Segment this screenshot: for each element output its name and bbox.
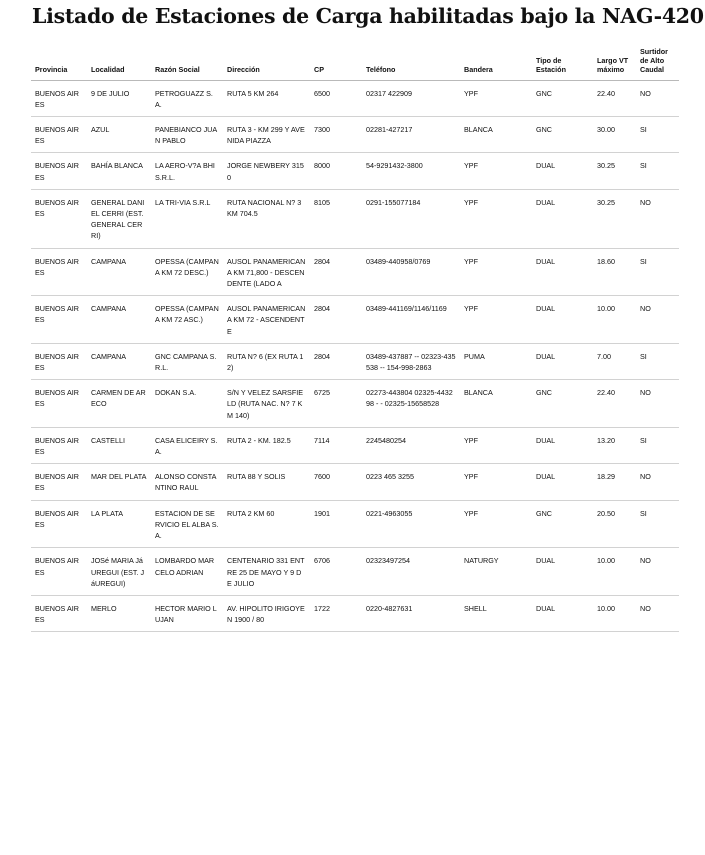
cell-surtidor: NO bbox=[636, 80, 679, 116]
cell-direccion: CENTENARIO 331 ENTRE 25 DE MAYO Y 9 DE JULIO bbox=[223, 548, 310, 596]
cell-provincia: BUENOS AIRES bbox=[31, 464, 87, 500]
cell-surtidor: NO bbox=[636, 595, 679, 631]
cell-razon-social: ALONSO CONSTANTINO RAUL bbox=[151, 464, 223, 500]
cell-razon-social: PANEBIANCO JUAN PABLO bbox=[151, 117, 223, 153]
cell-localidad: CASTELLI bbox=[87, 427, 151, 463]
cell-telefono: 0220-4827631 bbox=[362, 595, 460, 631]
cell-razon-social: OPESSA (CAMPANA KM 72 ASC.) bbox=[151, 296, 223, 344]
cell-largo-vt: 22.40 bbox=[593, 80, 636, 116]
cell-cp: 2804 bbox=[310, 296, 362, 344]
cell-tipo-estacion: DUAL bbox=[532, 189, 593, 248]
cell-bandera: YPF bbox=[460, 500, 532, 548]
cell-surtidor: SI bbox=[636, 248, 679, 296]
cell-telefono: 02281-427217 bbox=[362, 117, 460, 153]
cell-direccion: RUTA 5 KM 264 bbox=[223, 80, 310, 116]
cell-cp: 1722 bbox=[310, 595, 362, 631]
cell-direccion: S/N Y VELEZ SARSFIELD (RUTA NAC. N? 7 KM 140) bbox=[223, 380, 310, 428]
cell-razon-social: LA TRI-VIA S.R.L bbox=[151, 189, 223, 248]
cell-telefono: 54-9291432-3800 bbox=[362, 153, 460, 189]
cell-tipo-estacion: DUAL bbox=[532, 427, 593, 463]
cell-localidad: CARMEN DE ARECO bbox=[87, 380, 151, 428]
table-row bbox=[31, 153, 679, 189]
cell-largo-vt: 18.60 bbox=[593, 248, 636, 296]
header-razon-social: Razón Social bbox=[151, 47, 223, 80]
cell-direccion: RUTA NACIONAL N? 3 KM 704.5 bbox=[223, 189, 310, 248]
cell-largo-vt: 10.00 bbox=[593, 548, 636, 596]
table-row bbox=[31, 189, 679, 248]
cell-direccion: AUSOL PANAMERICANA KM 72 - ASCENDENTE bbox=[223, 296, 310, 344]
header-localidad: Localidad bbox=[87, 47, 151, 80]
table-row bbox=[31, 595, 679, 631]
cell-provincia: BUENOS AIRES bbox=[31, 80, 87, 116]
cell-surtidor: NO bbox=[636, 380, 679, 428]
cell-surtidor: SI bbox=[636, 153, 679, 189]
header-provincia: Provincia bbox=[31, 47, 87, 80]
cell-razon-social: PETROGUAZZ S.A. bbox=[151, 80, 223, 116]
cell-tipo-estacion: GNC bbox=[532, 80, 593, 116]
cell-tipo-estacion: GNC bbox=[532, 500, 593, 548]
cell-telefono: 0291-155077184 bbox=[362, 189, 460, 248]
header-largo-vt: Largo VT máximo bbox=[593, 47, 636, 80]
cell-localidad: CAMPANA bbox=[87, 343, 151, 379]
cell-direccion: RUTA 3 - KM 299 Y AVENIDA PIAZZA bbox=[223, 117, 310, 153]
cell-largo-vt: 30.25 bbox=[593, 153, 636, 189]
table-row bbox=[31, 548, 679, 596]
cell-bandera: BLANCA bbox=[460, 380, 532, 428]
table-row bbox=[31, 296, 679, 344]
cell-direccion: AV. HIPOLITO IRIGOYEN 1900 / 80 bbox=[223, 595, 310, 631]
cell-largo-vt: 10.00 bbox=[593, 595, 636, 631]
cell-bandera: YPF bbox=[460, 464, 532, 500]
cell-provincia: BUENOS AIRES bbox=[31, 153, 87, 189]
cell-razon-social: OPESSA (CAMPANA KM 72 DESC.) bbox=[151, 248, 223, 296]
cell-bandera: SHELL bbox=[460, 595, 532, 631]
page-title: Listado de Estaciones de Carga habilitadas bajo la NAG-420 bbox=[32, 4, 704, 28]
cell-localidad: MERLO bbox=[87, 595, 151, 631]
cell-localidad: BAHÍA BLANCA bbox=[87, 153, 151, 189]
header-tipo-estacion: Tipo de Estación bbox=[532, 47, 593, 80]
cell-tipo-estacion: GNC bbox=[532, 117, 593, 153]
cell-surtidor: NO bbox=[636, 464, 679, 500]
table-row bbox=[31, 248, 679, 296]
header-direccion: Dirección bbox=[223, 47, 310, 80]
cell-largo-vt: 13.20 bbox=[593, 427, 636, 463]
cell-razon-social: CASA ELICEIRY S.A. bbox=[151, 427, 223, 463]
cell-cp: 6706 bbox=[310, 548, 362, 596]
cell-localidad: CAMPANA bbox=[87, 296, 151, 344]
cell-bandera: YPF bbox=[460, 248, 532, 296]
cell-provincia: BUENOS AIRES bbox=[31, 595, 87, 631]
cell-razon-social: HECTOR MARIO LUJAN bbox=[151, 595, 223, 631]
cell-tipo-estacion: DUAL bbox=[532, 153, 593, 189]
table-row bbox=[31, 380, 679, 428]
cell-largo-vt: 20.50 bbox=[593, 500, 636, 548]
cell-tipo-estacion: DUAL bbox=[532, 248, 593, 296]
cell-bandera: BLANCA bbox=[460, 117, 532, 153]
header-surtidor: Surtidor de Alto Caudal bbox=[636, 47, 679, 80]
cell-razon-social: LOMBARDO MARCELO ADRIAN bbox=[151, 548, 223, 596]
cell-bandera: YPF bbox=[460, 80, 532, 116]
cell-bandera: YPF bbox=[460, 153, 532, 189]
table-row bbox=[31, 80, 679, 116]
cell-razon-social: ESTACION DE SERVICIO EL ALBA S.A. bbox=[151, 500, 223, 548]
cell-surtidor: NO bbox=[636, 548, 679, 596]
cell-tipo-estacion: GNC bbox=[532, 380, 593, 428]
cell-surtidor: NO bbox=[636, 189, 679, 248]
cell-telefono: 03489-437887 -- 02323-435538 -- 154-998-2863 bbox=[362, 343, 460, 379]
cell-cp: 7114 bbox=[310, 427, 362, 463]
cell-localidad: LA PLATA bbox=[87, 500, 151, 548]
cell-razon-social: GNC CAMPANA S.R.L. bbox=[151, 343, 223, 379]
cell-provincia: BUENOS AIRES bbox=[31, 296, 87, 344]
cell-cp: 1901 bbox=[310, 500, 362, 548]
cell-surtidor: SI bbox=[636, 343, 679, 379]
cell-cp: 7300 bbox=[310, 117, 362, 153]
cell-tipo-estacion: DUAL bbox=[532, 548, 593, 596]
cell-largo-vt: 30.25 bbox=[593, 189, 636, 248]
cell-surtidor: SI bbox=[636, 500, 679, 548]
cell-direccion: RUTA 2 KM 60 bbox=[223, 500, 310, 548]
header-bandera: Bandera bbox=[460, 47, 532, 80]
cell-tipo-estacion: DUAL bbox=[532, 343, 593, 379]
cell-telefono: 0223 465 3255 bbox=[362, 464, 460, 500]
cell-telefono: 0221-4963055 bbox=[362, 500, 460, 548]
cell-bandera: YPF bbox=[460, 427, 532, 463]
cell-direccion: RUTA 2 - KM. 182.5 bbox=[223, 427, 310, 463]
cell-largo-vt: 7.00 bbox=[593, 343, 636, 379]
cell-largo-vt: 22.40 bbox=[593, 380, 636, 428]
cell-provincia: BUENOS AIRES bbox=[31, 117, 87, 153]
cell-bandera: YPF bbox=[460, 296, 532, 344]
cell-telefono: 2245480254 bbox=[362, 427, 460, 463]
cell-bandera: YPF bbox=[460, 189, 532, 248]
cell-razon-social: LA AERO-V?A BHI S.R.L. bbox=[151, 153, 223, 189]
cell-surtidor: SI bbox=[636, 427, 679, 463]
cell-provincia: BUENOS AIRES bbox=[31, 548, 87, 596]
cell-localidad: CAMPANA bbox=[87, 248, 151, 296]
cell-provincia: BUENOS AIRES bbox=[31, 343, 87, 379]
cell-cp: 2804 bbox=[310, 343, 362, 379]
cell-razon-social: DOKAN S.A. bbox=[151, 380, 223, 428]
cell-bandera: PUMA bbox=[460, 343, 532, 379]
cell-cp: 6725 bbox=[310, 380, 362, 428]
table-row bbox=[31, 464, 679, 500]
table-row bbox=[31, 500, 679, 548]
cell-surtidor: SI bbox=[636, 117, 679, 153]
cell-provincia: BUENOS AIRES bbox=[31, 189, 87, 248]
table-header-row bbox=[31, 47, 679, 80]
cell-telefono: 03489-440958/0769 bbox=[362, 248, 460, 296]
cell-localidad: GENERAL DANIEL CERRI (EST. GENERAL CERRI) bbox=[87, 189, 151, 248]
cell-largo-vt: 10.00 bbox=[593, 296, 636, 344]
cell-tipo-estacion: DUAL bbox=[532, 464, 593, 500]
cell-localidad: JOSé MARIA JáUREGUI (EST. JáUREGUI) bbox=[87, 548, 151, 596]
cell-telefono: 02273-443804 02325-443298 - - 02325-15658528 bbox=[362, 380, 460, 428]
cell-localidad: MAR DEL PLATA bbox=[87, 464, 151, 500]
cell-cp: 8000 bbox=[310, 153, 362, 189]
table-row bbox=[31, 427, 679, 463]
table-row bbox=[31, 117, 679, 153]
cell-cp: 7600 bbox=[310, 464, 362, 500]
cell-tipo-estacion: DUAL bbox=[532, 595, 593, 631]
cell-surtidor: NO bbox=[636, 296, 679, 344]
header-telefono: Teléfono bbox=[362, 47, 460, 80]
cell-cp: 2804 bbox=[310, 248, 362, 296]
cell-direccion: RUTA N? 6 (EX RUTA 12) bbox=[223, 343, 310, 379]
cell-direccion: JORGE NEWBERY 3150 bbox=[223, 153, 310, 189]
cell-provincia: BUENOS AIRES bbox=[31, 427, 87, 463]
cell-telefono: 02317 422909 bbox=[362, 80, 460, 116]
cell-telefono: 03489-441169/1146/1169 bbox=[362, 296, 460, 344]
cell-largo-vt: 30.00 bbox=[593, 117, 636, 153]
cell-bandera: NATURGY bbox=[460, 548, 532, 596]
cell-localidad: 9 DE JULIO bbox=[87, 80, 151, 116]
cell-telefono: 02323497254 bbox=[362, 548, 460, 596]
cell-cp: 8105 bbox=[310, 189, 362, 248]
cell-direccion: AUSOL PANAMERICANA KM 71,800 - DESCENDENTE (LADO A bbox=[223, 248, 310, 296]
stations-table bbox=[31, 47, 679, 632]
header-cp: CP bbox=[310, 47, 362, 80]
cell-cp: 6500 bbox=[310, 80, 362, 116]
cell-tipo-estacion: DUAL bbox=[532, 296, 593, 344]
table-row bbox=[31, 343, 679, 379]
cell-largo-vt: 18.29 bbox=[593, 464, 636, 500]
cell-provincia: BUENOS AIRES bbox=[31, 248, 87, 296]
cell-direccion: RUTA 88 Y SOLIS bbox=[223, 464, 310, 500]
cell-localidad: AZUL bbox=[87, 117, 151, 153]
cell-provincia: BUENOS AIRES bbox=[31, 380, 87, 428]
cell-provincia: BUENOS AIRES bbox=[31, 500, 87, 548]
